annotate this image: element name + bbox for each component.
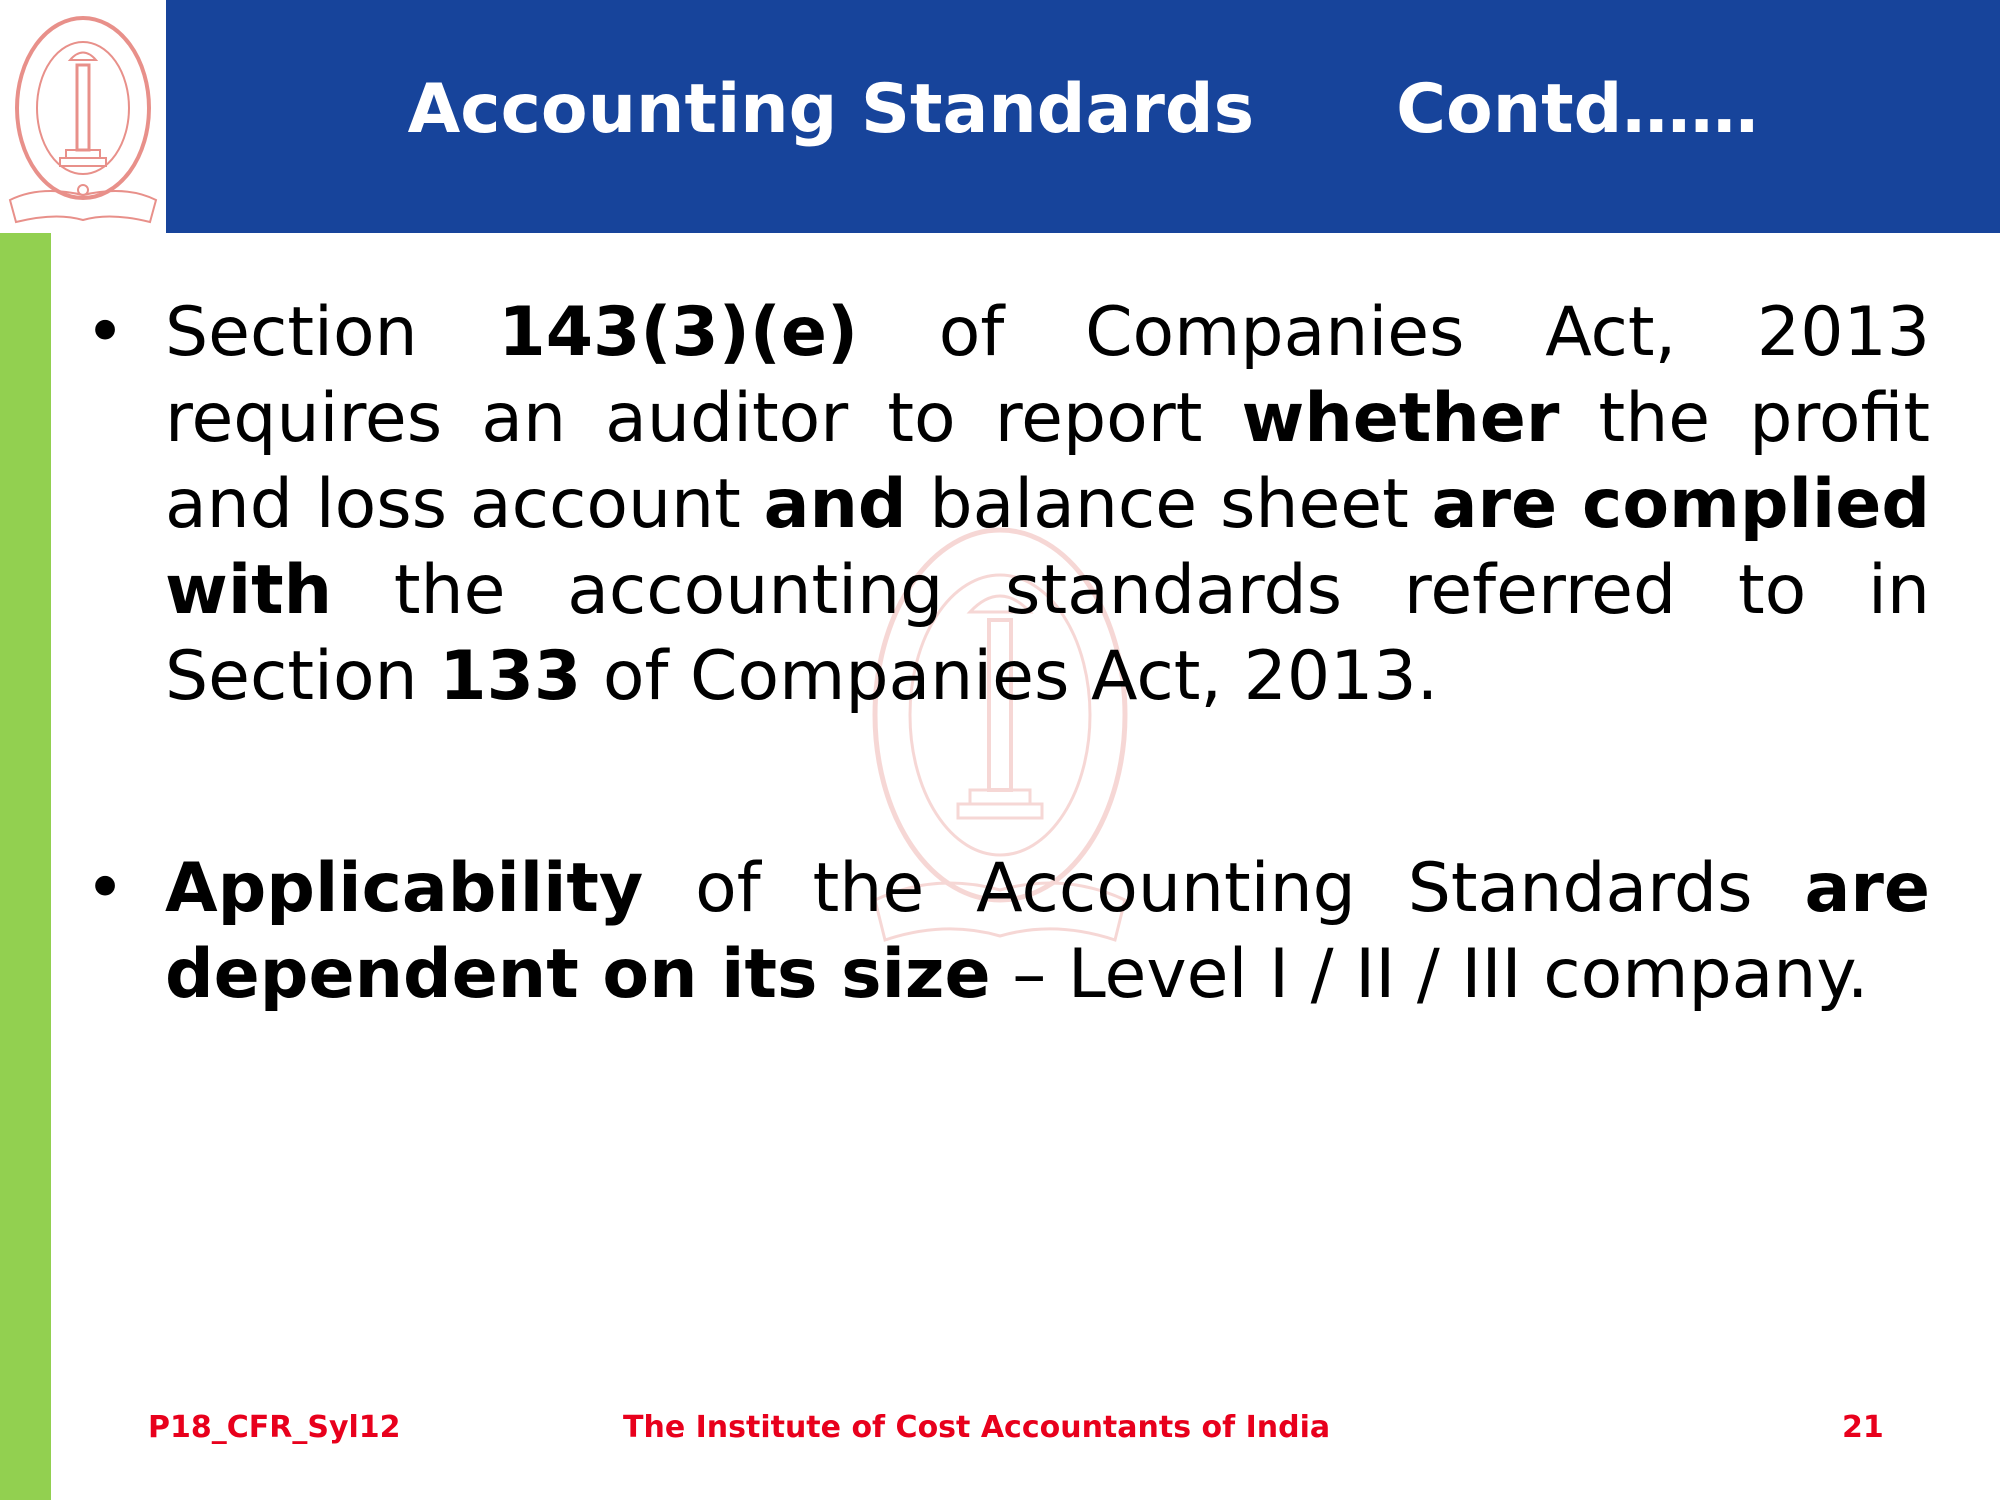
bullet-list [85, 290, 1930, 1018]
bold-dependent: are dependent on its size [165, 849, 1930, 1014]
text-run: the accounting standards referred to in Section [165, 551, 1930, 716]
text-run: – Level I / II / III company. [990, 935, 1869, 1014]
footer-code: P18_CFR_Syl12 [148, 1410, 401, 1445]
bold-section-ref: 143(3)(e) [498, 293, 859, 372]
text-run: of Companies Act, 2013 requires an auditor to report [165, 293, 1930, 458]
bullet-item-applicability [85, 846, 1930, 1018]
footer-page-number: 21 [1842, 1410, 1884, 1445]
bold-section-133: 133 [439, 637, 582, 716]
bold-complied: are complied with [165, 465, 1931, 630]
bullet-item-audit-report [85, 290, 1930, 720]
text-run: balance sheet [906, 465, 1432, 544]
slide-title: Accounting Standards Contd…… [407, 70, 1759, 149]
bullet-dot-icon: • [85, 293, 126, 372]
bold-whether: whether [1241, 379, 1560, 458]
side-accent-bar [0, 233, 51, 1500]
bullet-dot-icon: • [85, 849, 126, 928]
bold-and: and [763, 465, 907, 544]
institute-logo [0, 0, 166, 233]
footer-institute: The Institute of Cost Accountants of India [623, 1410, 1331, 1445]
text-run: the profit and loss account [165, 379, 1930, 544]
text-run: of Companies Act, 2013. [581, 637, 1439, 716]
logo-emblem-icon [0, 0, 166, 233]
text-run: Section [165, 293, 499, 372]
text-run: of the Accounting Standards [643, 849, 1805, 928]
bold-applicability: Applicability [165, 849, 644, 928]
